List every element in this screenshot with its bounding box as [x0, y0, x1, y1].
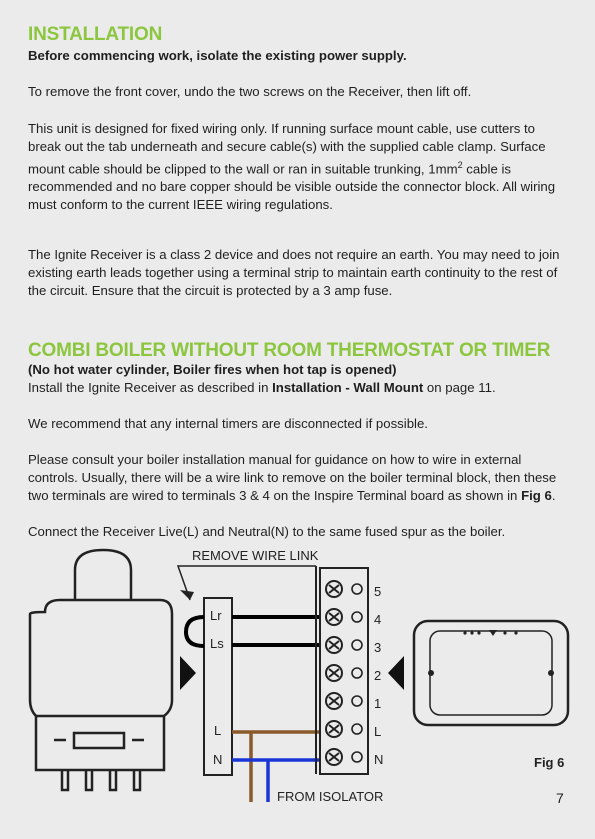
boiler-terminal-ls: Ls — [210, 636, 224, 651]
combi-paragraph-2: We recommend that any internal timers are disconnected if possible. — [28, 416, 428, 431]
combi-paragraph-4: Connect the Receiver Live(L) and Neutral(N) to the same fused spur as the boiler. — [28, 524, 506, 539]
installation-title: INSTALLATION — [28, 24, 163, 45]
receiver-pointer-arrow — [388, 656, 404, 690]
combi-title: COMBI BOILER WITHOUT ROOM THERMOSTAT OR TIMER — [28, 340, 551, 361]
terminal-label-1: 1 — [374, 696, 382, 711]
remove-wire-link-leader — [178, 566, 316, 600]
installation-paragraph-3: The Ignite Receiver is a class 2 device and does not require an earth. You may need to join existing earth leads together using a terminal strip to maintain earth continuity to the rest of the circuit. Ensure that the circuit is protected by a 3 amp fuse. — [28, 247, 560, 298]
combi-subtitle: (No hot water cylinder, Boiler fires when hot tap is opened) — [28, 362, 397, 377]
receiver-terminal-strip — [316, 566, 368, 774]
boiler-terminal-block — [204, 598, 232, 775]
combi-paragraph-3: Please consult your boiler installation manual for guidance on how to wire in external controls. Usually, there will be a wire link to remove on the boiler terminal block, then these two terminals are wired to terminals 3 & 4 on the Inspire Terminal board as shown in Fig 6. — [28, 452, 557, 503]
page-number: 7 — [556, 790, 564, 806]
installation-warning: Before commencing work, isolate the existing power supply. — [28, 48, 407, 63]
boiler-pointer-arrow — [180, 656, 196, 690]
boiler-terminal-n: N — [213, 752, 223, 767]
from-isolator-label: FROM ISOLATOR — [277, 789, 384, 804]
boiler-terminal-lr: Lr — [210, 608, 222, 623]
terminal-label-4: 4 — [374, 612, 382, 627]
terminal-label-2: 2 — [374, 668, 382, 683]
remove-wire-link-label: REMOVE WIRE LINK — [192, 548, 319, 563]
boiler-terminal-l: L — [214, 723, 222, 738]
receiver-device — [414, 621, 568, 725]
terminal-label-3: 3 — [374, 640, 382, 655]
installation-paragraph-2: This unit is designed for fixed wiring only. If running surface mount cable, use cutters to break out the tab underneath and secure cable(s) with the supplied cable clamp. Surface mount cable should be clipped to the wall or ran in suitable trunking, $1mm^2$ cable is recommended and no bare copper should be visible outside the connector block. All wiring must conform to the current IEEE wiring regulations. — [28, 121, 556, 213]
combi-paragraph-1: Install the Ignite Receiver as described in Installation - Wall Mount on page 11. — [28, 380, 496, 395]
wire-link-loop — [186, 617, 204, 646]
boiler-illustration — [30, 550, 172, 790]
terminal-label-n: N — [374, 752, 384, 767]
terminal-label-l: L — [374, 724, 382, 739]
wiring-diagram — [0, 540, 595, 839]
figure-label: Fig 6 — [534, 755, 565, 770]
terminal-label-5: 5 — [374, 584, 382, 599]
installation-paragraph-1: To remove the front cover, undo the two screws on the Receiver, then lift off. — [28, 84, 472, 99]
